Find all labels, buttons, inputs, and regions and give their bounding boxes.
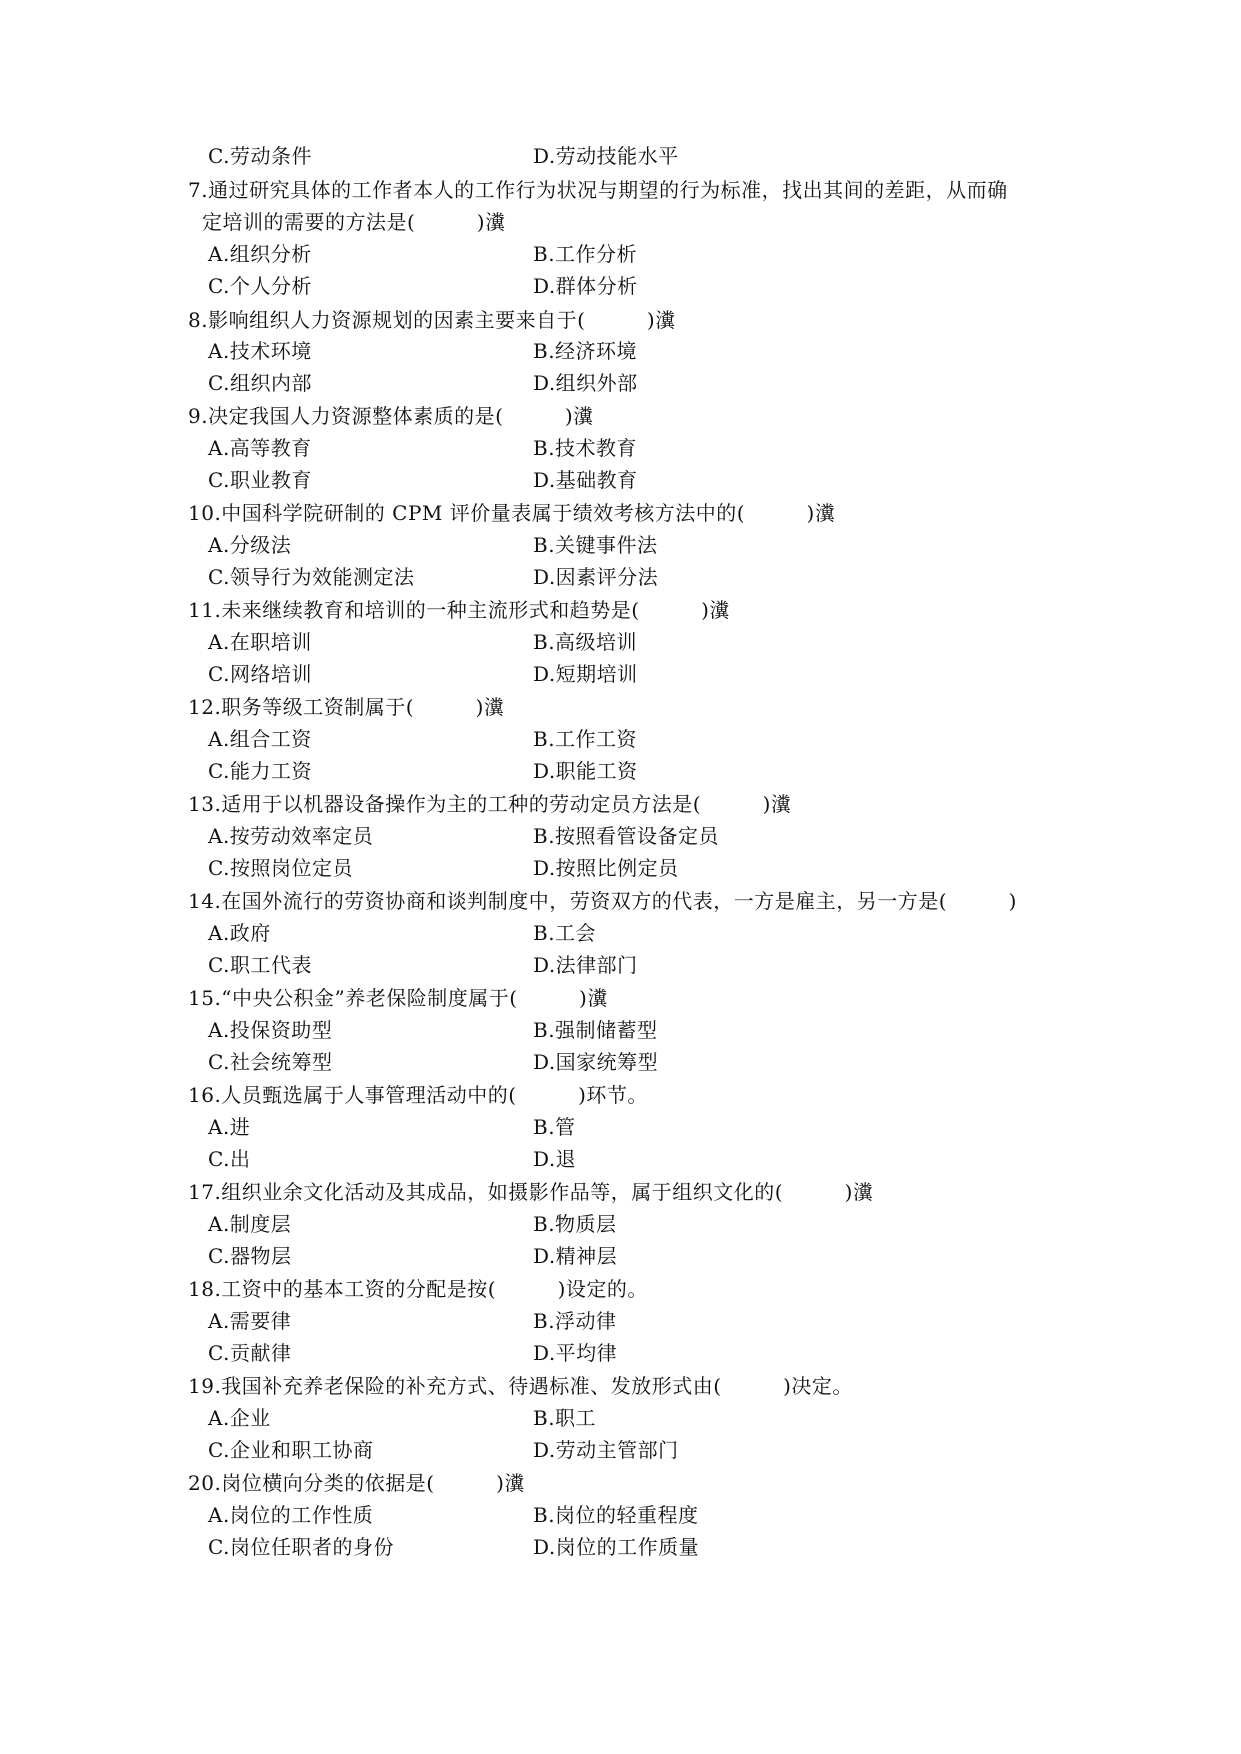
answer-option: D.组织外部 (533, 371, 638, 395)
answer-option: A.技术环境 (208, 339, 312, 363)
answer-option: B.高级培训 (533, 630, 638, 654)
answer-option: C.组织内部 (208, 371, 312, 395)
answer-option: D.退 (533, 1147, 577, 1171)
answer-option: C.社会统筹型 (208, 1050, 333, 1074)
answer-option: C.劳动条件 (208, 144, 312, 168)
answer-option: D.短期培训 (533, 662, 638, 686)
answer-option: A.高等教育 (208, 436, 312, 460)
question-stem: 15.“中央公积金”养老保险制度属于( )瀵 (188, 986, 608, 1010)
answer-option: A.组合工资 (208, 727, 312, 751)
answer-option: A.岗位的工作性质 (208, 1503, 374, 1527)
question-stem: 18.工资中的基本工资的分配是按( )设定的。 (188, 1277, 648, 1301)
answer-option: A.投保资助型 (208, 1018, 333, 1042)
answer-option: C.企业和职工协商 (208, 1438, 374, 1462)
question-stem: 8.影响组织人力资源规划的因素主要来自于( )瀵 (188, 308, 676, 332)
answer-option: B.浮动律 (533, 1309, 617, 1333)
answer-option: D.劳动主管部门 (533, 1438, 679, 1462)
question-stem: 14.在国外流行的劳资协商和谈判制度中，劳资双方的代表，一方是雇主，另一方是( ) (188, 889, 1017, 913)
answer-option: D.法律部门 (533, 953, 638, 977)
answer-option: B.关键事件法 (533, 533, 658, 557)
answer-option: A.按劳动效率定员 (208, 824, 374, 848)
question-stem: 20.岗位横向分类的依据是( )瀵 (188, 1471, 525, 1495)
answer-option: D.国家统筹型 (533, 1050, 659, 1074)
answer-option: D.平均律 (533, 1341, 618, 1365)
answer-option: D.劳动技能水平 (533, 144, 679, 168)
answer-option: C.网络培训 (208, 662, 312, 686)
answer-option: D.因素评分法 (533, 565, 659, 589)
question-stem: 12.职务等级工资制属于( )瀵 (188, 695, 505, 719)
answer-option: B.物质层 (533, 1212, 617, 1236)
answer-option: B.工会 (533, 921, 597, 945)
answer-option: C.按照岗位定员 (208, 856, 353, 880)
answer-option: B.经济环境 (533, 339, 638, 363)
answer-option: B.强制储蓄型 (533, 1018, 658, 1042)
answer-option: B.管 (533, 1115, 576, 1139)
answer-option: A.组织分析 (208, 242, 312, 266)
question-stem-continuation: 定培训的需要的方法是( )瀵 (202, 210, 506, 234)
answer-option: B.工作分析 (533, 242, 638, 266)
answer-option: A.企业 (208, 1406, 271, 1430)
answer-option: C.出 (208, 1147, 251, 1171)
answer-option: D.按照比例定员 (533, 856, 679, 880)
answer-option: C.岗位任职者的身份 (208, 1535, 394, 1559)
question-stem: 13.适用于以机器设备操作为主的工种的劳动定员方法是( )瀵 (188, 792, 792, 816)
question-stem: 16.人员甄选属于人事管理活动中的( )环节。 (188, 1083, 648, 1107)
answer-option: C.领导行为效能测定法 (208, 565, 415, 589)
answer-option: D.岗位的工作质量 (533, 1535, 700, 1559)
answer-option: A.政府 (208, 921, 271, 945)
answer-option: C.职工代表 (208, 953, 312, 977)
answer-option: C.职业教育 (208, 468, 312, 492)
question-stem: 7.通过研究具体的工作者本人的工作行为状况与期望的行为标准，找出其间的差距，从而确 (188, 178, 1008, 202)
answer-option: B.工作工资 (533, 727, 638, 751)
answer-option: A.分级法 (208, 533, 292, 557)
question-stem: 10.中国科学院研制的 CPM 评价量表属于绩效考核方法中的( )瀵 (188, 501, 836, 525)
question-stem: 9.决定我国人力资源整体素质的是( )瀵 (188, 404, 594, 428)
answer-option: D.精神层 (533, 1244, 618, 1268)
answer-option: C.贡献律 (208, 1341, 292, 1365)
answer-option: B.技术教育 (533, 436, 638, 460)
answer-option: D.职能工资 (533, 759, 638, 783)
question-stem: 17.组织业余文化活动及其成品，如摄影作品等，属于组织文化的( )瀵 (188, 1180, 874, 1204)
answer-option: A.在职培训 (208, 630, 312, 654)
answer-option: B.职工 (533, 1406, 597, 1430)
answer-option: C.能力工资 (208, 759, 312, 783)
answer-option: C.个人分析 (208, 274, 312, 298)
answer-option: D.群体分析 (533, 274, 638, 298)
answer-option: A.需要律 (208, 1309, 292, 1333)
answer-option: B.按照看管设备定员 (533, 824, 720, 848)
answer-option: C.器物层 (208, 1244, 292, 1268)
answer-option: D.基础教育 (533, 468, 638, 492)
answer-option: A.制度层 (208, 1212, 292, 1236)
question-stem: 11.未来继续教育和培训的一种主流形式和趋势是( )瀵 (188, 598, 730, 622)
answer-option: B.岗位的轻重程度 (533, 1503, 699, 1527)
question-stem: 19.我国补充养老保险的补充方式、待遇标准、发放形式由( )决定。 (188, 1374, 853, 1398)
answer-option: A.进 (208, 1115, 251, 1139)
